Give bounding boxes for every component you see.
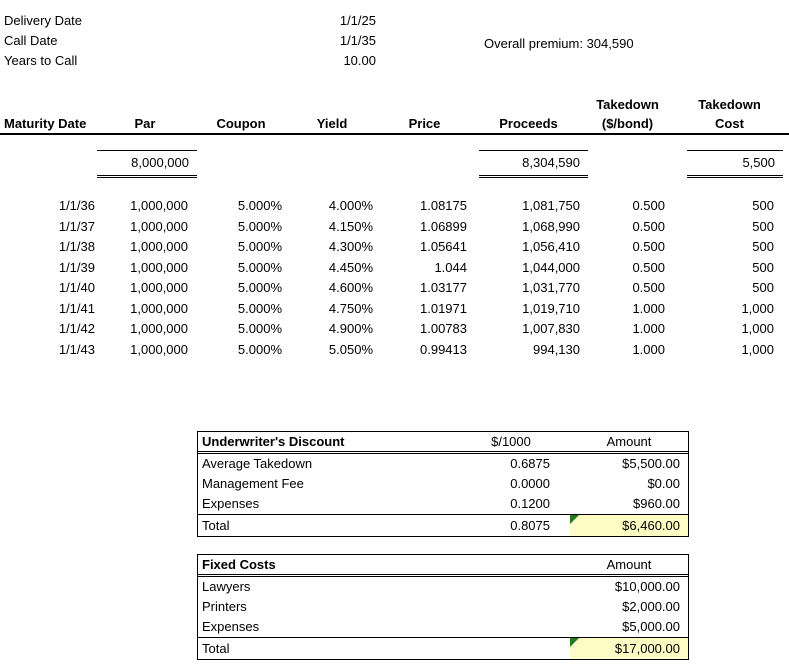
amount-column-header[interactable]: Amount	[606, 434, 652, 449]
info-row	[4, 31, 376, 51]
bond-cell[interactable]: 1,081,750	[522, 198, 580, 213]
formula-flag-triangle-icon	[570, 638, 579, 647]
management-fee-amount[interactable]: $0.00	[647, 476, 680, 491]
management-fee-label[interactable]: Management Fee	[202, 476, 304, 491]
bond-cell[interactable]: 1/1/40	[58, 280, 95, 295]
expenses-label[interactable]: Expenses	[202, 496, 260, 511]
total-amount-highlighted[interactable]	[570, 638, 688, 659]
bond-cell[interactable]: 1,044,000	[522, 259, 580, 275]
years-to-call-value[interactable]: 10.00	[343, 53, 376, 68]
bond-cell[interactable]: 5.000%	[237, 280, 282, 295]
bond-cell[interactable]: 4.000%	[328, 198, 373, 213]
amount-column-header[interactable]: Amount	[606, 557, 652, 572]
header-takedown-per-bond[interactable]: ($/bond)	[601, 116, 654, 131]
bond-cell[interactable]: 1,007,830	[522, 321, 580, 336]
bond-cell[interactable]: 500	[752, 259, 774, 275]
bond-cell[interactable]: 1/1/42	[58, 321, 95, 336]
average-takedown-per1000[interactable]: 0.6875	[510, 456, 550, 471]
bond-cell[interactable]: 500	[752, 280, 774, 295]
bond-cell[interactable]: 5.000%	[237, 321, 282, 336]
bond-cell[interactable]: 1/1/37	[58, 218, 95, 234]
total-amount-value: $6,460.00	[622, 518, 680, 533]
bond-cell[interactable]: 1,000,000	[130, 218, 188, 234]
bond-cell[interactable]: 5.000%	[237, 239, 282, 254]
delivery-date-label[interactable]: Delivery Date	[4, 13, 83, 28]
underwriters-discount-table	[197, 431, 689, 537]
bond-cell[interactable]: 1,000,000	[130, 321, 188, 336]
bond-cell[interactable]: 500	[752, 218, 774, 234]
bond-cell[interactable]: 1,019,710	[522, 300, 580, 316]
bond-table-header	[0, 95, 789, 135]
header-coupon[interactable]: Coupon	[216, 116, 266, 131]
bond-cell[interactable]: 500	[752, 239, 774, 254]
bond-cell[interactable]: 1,000,000	[130, 280, 188, 295]
bond-cell[interactable]: 4.150%	[328, 218, 373, 234]
bond-cell[interactable]: 0.99413	[420, 341, 467, 357]
bond-cell[interactable]: 1/1/39	[58, 259, 95, 275]
bond-cell[interactable]: 1,000,000	[130, 239, 188, 254]
total-label[interactable]: Total	[202, 641, 230, 656]
total-label[interactable]: Total	[202, 518, 230, 533]
table-row	[198, 577, 688, 597]
expenses-amount[interactable]: $960.00	[633, 496, 680, 511]
bond-cell[interactable]: 5.000%	[237, 300, 282, 316]
underwriters-discount-title[interactable]: Underwriter's Discount	[202, 434, 345, 449]
info-row	[4, 51, 376, 71]
header-yield[interactable]: Yield	[316, 116, 348, 131]
total-per1000[interactable]: 0.8075	[510, 518, 550, 533]
lawyers-label[interactable]: Lawyers	[202, 579, 251, 594]
bond-cell[interactable]: 1.05641	[420, 239, 467, 254]
bond-cell[interactable]: 1/1/38	[58, 239, 95, 254]
total-par[interactable]: 8,000,000	[97, 150, 197, 178]
printers-amount[interactable]: $2,000.00	[622, 599, 680, 614]
bond-cell[interactable]: 1,031,770	[522, 280, 580, 295]
bond-cell[interactable]: 1,000,000	[130, 300, 188, 316]
bond-cell[interactable]: 0.500	[632, 239, 665, 254]
bond-cell[interactable]: 4.900%	[328, 321, 373, 336]
bond-cell[interactable]: 1.03177	[420, 280, 467, 295]
bond-cell[interactable]: 1.01971	[420, 300, 467, 316]
bond-cell[interactable]: 1.000	[632, 300, 665, 316]
lawyers-amount[interactable]: $10,000.00	[614, 579, 680, 594]
expenses-amount[interactable]: $5,000.00	[622, 619, 680, 634]
bond-cell[interactable]: 4.600%	[328, 280, 373, 295]
bond-cell[interactable]: 500	[752, 198, 774, 213]
table-row	[198, 454, 688, 474]
header-proceeds[interactable]: Proceeds	[499, 116, 558, 131]
table-row	[198, 597, 688, 617]
bond-cell[interactable]: 4.300%	[328, 239, 373, 254]
total-takedown-cost[interactable]: 5,500	[687, 150, 783, 178]
bond-cell[interactable]: 994,130	[533, 341, 580, 357]
bond-cell[interactable]: 0.500	[632, 259, 665, 275]
bond-cell[interactable]: 1/1/41	[58, 300, 95, 316]
expenses-per1000[interactable]: 0.1200	[510, 496, 550, 511]
delivery-date-value[interactable]: 1/1/25	[339, 13, 376, 28]
header-takedown-cost[interactable]: Cost	[715, 116, 744, 131]
bond-cell[interactable]: 5.000%	[237, 198, 282, 213]
deal-info	[4, 11, 376, 71]
fixed-costs-total-row	[198, 637, 688, 659]
info-row	[4, 11, 376, 31]
bond-cell[interactable]: 1,000,000	[130, 341, 188, 357]
header-takedown-per-bond-top[interactable]: Takedown	[596, 97, 659, 112]
fixed-costs-header	[198, 555, 688, 577]
table-row	[198, 617, 688, 637]
years-to-call-label[interactable]: Years to Call	[4, 53, 78, 68]
bond-cell[interactable]: 4.450%	[328, 259, 373, 275]
fixed-costs-table	[197, 554, 689, 660]
underwriters-discount-header	[198, 432, 688, 454]
bond-cell[interactable]: 1.08175	[420, 198, 467, 213]
per-1000-column-header[interactable]: $/1000	[491, 434, 531, 449]
call-date-label[interactable]: Call Date	[4, 33, 58, 48]
management-fee-per1000[interactable]: 0.0000	[510, 476, 550, 491]
overall-premium[interactable]: Overall premium: 304,590	[484, 36, 634, 51]
bond-cell[interactable]: 5.000%	[237, 341, 282, 357]
bond-cell[interactable]: 4.750%	[328, 300, 373, 316]
bond-cell[interactable]: 5.000%	[237, 218, 282, 234]
header-par[interactable]: Par	[134, 116, 156, 131]
bond-cell[interactable]: 0.500	[632, 280, 665, 295]
expenses-label[interactable]: Expenses	[202, 619, 260, 634]
bond-cell[interactable]: 1,000	[741, 341, 774, 357]
bond-cell[interactable]: 1.000	[632, 321, 665, 336]
header-takedown-cost-top[interactable]: Takedown	[698, 97, 761, 112]
bond-cell[interactable]: 0.500	[632, 218, 665, 234]
formula-flag-triangle-icon	[570, 515, 579, 524]
bond-cell[interactable]: 1.06899	[420, 218, 467, 234]
header-maturity-date[interactable]: Maturity Date	[4, 116, 87, 131]
table-row	[198, 474, 688, 494]
total-amount-value: $17,000.00	[614, 641, 680, 656]
bond-cell[interactable]: 5.000%	[237, 259, 282, 275]
bond-cell[interactable]: 1.000	[632, 341, 665, 357]
bond-cell[interactable]: 1,068,990	[522, 218, 580, 234]
underwriters-discount-total-row	[198, 514, 688, 536]
table-row	[198, 494, 688, 514]
fixed-costs-title[interactable]: Fixed Costs	[202, 557, 276, 572]
average-takedown-amount[interactable]: $5,500.00	[622, 456, 680, 471]
bond-schedule-table	[0, 196, 789, 360]
bond-cell[interactable]: 1.044	[434, 259, 467, 275]
bond-cell[interactable]: 1.00783	[420, 321, 467, 336]
bond-cell[interactable]: 1,000	[741, 300, 774, 316]
bond-cell[interactable]: 0.500	[632, 198, 665, 213]
bond-cell[interactable]: 1,000,000	[130, 259, 188, 275]
bond-cell[interactable]: 1,000,000	[130, 198, 188, 213]
bond-cell[interactable]: 1/1/36	[58, 198, 95, 213]
call-date-value[interactable]: 1/1/35	[339, 33, 376, 48]
bond-cell[interactable]: 1,056,410	[522, 239, 580, 254]
bond-cell[interactable]: 5.050%	[328, 341, 373, 357]
printers-label[interactable]: Printers	[202, 599, 247, 614]
total-amount-highlighted[interactable]	[570, 515, 688, 536]
total-proceeds[interactable]: 8,304,590	[479, 150, 588, 178]
average-takedown-label[interactable]: Average Takedown	[202, 456, 313, 471]
bond-cell[interactable]: 1/1/43	[58, 341, 95, 357]
header-price[interactable]: Price	[408, 116, 441, 131]
bond-cell[interactable]: 1,000	[741, 321, 774, 336]
